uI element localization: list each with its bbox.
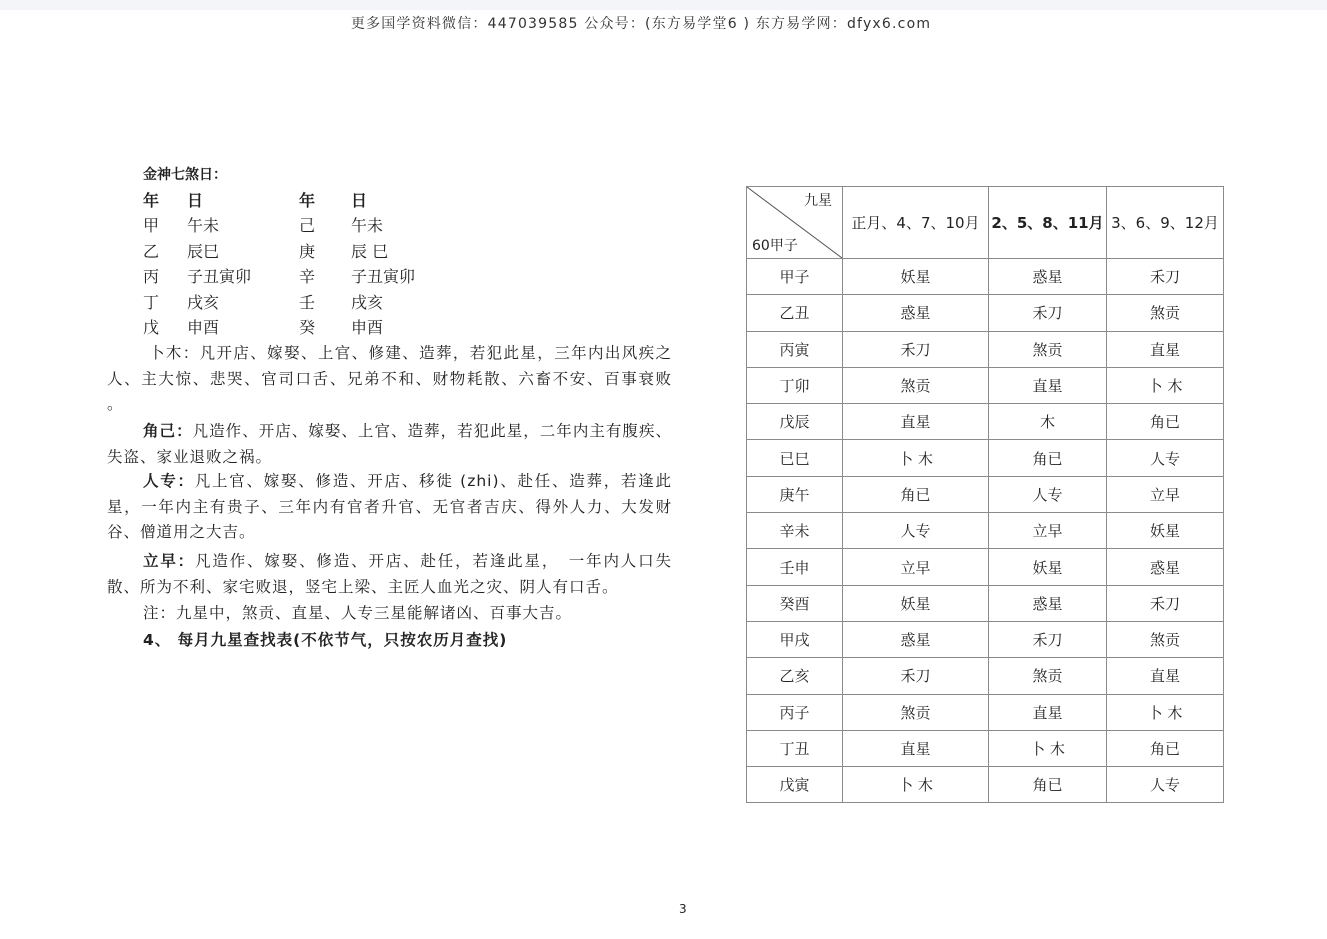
table-row (747, 259, 1224, 295)
ganzhi-cell: 乙亥 (747, 658, 843, 694)
page-number: 3 (679, 902, 687, 916)
grid-header-row (143, 188, 443, 213)
paragraph-text: 凡造作、嫁娶、修造、开店、赴任，若逢此星， 一年内人口失散、所为不利、家宅败退，竖宅上梁、主匠人血光之灾、阴人有口舌。 (107, 552, 672, 596)
star-cell: 卜 木 (1107, 694, 1224, 730)
paragraph-lizao (107, 549, 672, 600)
grid-cell: 壬 (299, 292, 316, 312)
star-cell: 禾刀 (1107, 585, 1224, 621)
grid-cell: 申酉 (351, 317, 384, 337)
star-cell: 人专 (1107, 440, 1224, 476)
grid-cell: 庚 (299, 241, 316, 261)
paragraph-jiaoji (107, 419, 672, 470)
section-4-heading: 4、 每月九星查找表(不依节气，只按农历月查找) (143, 631, 508, 649)
ganzhi-cell: 丙子 (747, 694, 843, 730)
grid-row (143, 239, 443, 264)
ganzhi-cell: 戊寅 (747, 767, 843, 803)
table-row (747, 404, 1224, 440)
star-cell: 人专 (1107, 767, 1224, 803)
ganzhi-cell: 丁丑 (747, 730, 843, 766)
star-cell: 立早 (843, 549, 989, 585)
top-bar (0, 0, 1327, 10)
grid-row (143, 213, 443, 238)
table-row (747, 476, 1224, 512)
star-cell: 直星 (989, 694, 1107, 730)
ganzhi-cell: 已巳 (747, 440, 843, 476)
table-row (747, 513, 1224, 549)
ganzhi-cell: 丁卯 (747, 367, 843, 403)
star-cell: 角已 (1107, 404, 1224, 440)
paragraph-renzhuan (107, 469, 672, 546)
paragraph-label: 角己： (143, 422, 193, 440)
star-cell: 惑星 (843, 621, 989, 657)
star-cell: 惑星 (989, 585, 1107, 621)
star-cell: 角已 (1107, 730, 1224, 766)
paragraph-bumu: 卜木：凡开店、嫁娶、上官、修建、造葬，若犯此星，三年内出风疾之人、主大惊、悲哭、官司口舌、兄弟不和、财物耗散、六畜不安、百事衰败 。 (107, 344, 672, 414)
star-cell: 妖星 (843, 585, 989, 621)
corner-label-bottom: 60甲子 (752, 238, 798, 254)
star-cell: 直星 (843, 730, 989, 766)
grid-cell: 乙 (143, 241, 160, 261)
paragraph-text: 凡造作、开店、嫁娶、上官、造葬，若犯此星，二年内主有腹疾、失盗、家业退败之祸。 (107, 422, 672, 466)
paragraph-label: 人专： (143, 472, 195, 490)
table-header-row (747, 187, 1224, 259)
star-cell: 妖星 (989, 549, 1107, 585)
column-header: 3、6、9、12月 (1107, 187, 1224, 259)
ganzhi-cell: 丙寅 (747, 331, 843, 367)
grid-row (143, 315, 443, 340)
grid-cell: 甲 (143, 216, 160, 236)
star-cell: 卜 木 (843, 767, 989, 803)
star-cell: 妖星 (843, 259, 989, 295)
star-cell: 煞贡 (989, 331, 1107, 367)
grid-header-cell: 日 (187, 191, 204, 210)
star-cell: 煞贡 (1107, 621, 1224, 657)
grid-header-cell: 年 (143, 191, 160, 210)
table-row (747, 331, 1224, 367)
star-cell: 直星 (989, 367, 1107, 403)
star-cell: 煞贡 (843, 694, 989, 730)
table-row (747, 658, 1224, 694)
corner-label-top: 九星 (804, 193, 832, 209)
ganzhi-cell: 甲戌 (747, 621, 843, 657)
grid-cell: 丙 (143, 267, 160, 287)
ganzhi-cell: 戊辰 (747, 404, 843, 440)
table-corner-cell (747, 187, 843, 259)
grid-cell: 己 (299, 216, 316, 236)
star-cell: 禾刀 (843, 331, 989, 367)
star-cell: 立早 (989, 513, 1107, 549)
paragraph-label: 立早： (143, 552, 196, 570)
star-cell: 人专 (843, 513, 989, 549)
column-header: 2、5、8、11月 (989, 187, 1107, 259)
star-cell: 卜 木 (989, 730, 1107, 766)
table-row (747, 367, 1224, 403)
star-cell: 角已 (843, 476, 989, 512)
table-row (747, 694, 1224, 730)
star-cell: 直星 (1107, 658, 1224, 694)
star-cell: 直星 (1107, 331, 1224, 367)
star-cell: 直星 (843, 404, 989, 440)
column-header: 正月、4、7、10月 (843, 187, 989, 259)
star-cell: 禾刀 (989, 621, 1107, 657)
jinshen-grid (143, 188, 443, 340)
note-text: 注：九星中，煞贡、直星、人专三星能解诸凶、百事大吉。 (143, 604, 573, 622)
star-cell: 煞贡 (843, 367, 989, 403)
grid-cell: 辛 (299, 267, 316, 287)
header-banner: 更多国学资料微信：447039585 公众号：(东方易学堂6 ) 东方易学网：dfyx6.com (350, 16, 932, 32)
grid-cell: 辰巳 (187, 241, 220, 261)
table-row (747, 585, 1224, 621)
grid-cell: 子丑寅卯 (351, 267, 416, 287)
grid-header-cell: 年 (299, 191, 316, 210)
table-row (747, 549, 1224, 585)
nine-star-table (746, 186, 1224, 803)
star-cell: 禾刀 (1107, 259, 1224, 295)
grid-cell: 丁 (143, 292, 160, 312)
grid-cell: 戌亥 (351, 292, 384, 312)
star-cell: 惑星 (1107, 549, 1224, 585)
table-row (747, 767, 1224, 803)
grid-cell: 午未 (187, 216, 220, 236)
grid-cell: 子丑寅卯 (187, 267, 252, 287)
star-cell: 惑星 (989, 259, 1107, 295)
table-row (747, 730, 1224, 766)
star-cell: 惑星 (843, 295, 989, 331)
star-cell: 妖星 (1107, 513, 1224, 549)
ganzhi-cell: 甲子 (747, 259, 843, 295)
star-cell: 角已 (989, 767, 1107, 803)
star-cell: 禾刀 (843, 658, 989, 694)
grid-cell: 癸 (299, 317, 316, 337)
paragraph-text: 凡上官、嫁娶、修造、开店、移徙 (zhi)、赴任、造葬，若逢此星，一年内主有贵子、三年内有官者升官、无官者吉庆、得外人力、大发财谷、僧道用之大吉。 (107, 472, 672, 542)
ganzhi-cell: 庚午 (747, 476, 843, 512)
ganzhi-cell: 辛未 (747, 513, 843, 549)
grid-row (143, 264, 443, 289)
ganzhi-cell: 癸酉 (747, 585, 843, 621)
grid-cell: 戊 (143, 317, 160, 337)
grid-cell: 戌亥 (187, 292, 220, 312)
table-row (747, 440, 1224, 476)
star-cell: 卜 木 (843, 440, 989, 476)
ganzhi-cell: 乙丑 (747, 295, 843, 331)
star-cell: 禾刀 (989, 295, 1107, 331)
grid-cell: 申酉 (187, 317, 220, 337)
grid-cell: 午未 (351, 216, 384, 236)
star-cell: 角已 (989, 440, 1107, 476)
section-title: 金神七煞日： (143, 167, 227, 183)
star-cell: 木 (989, 404, 1107, 440)
star-cell: 卜 木 (1107, 367, 1224, 403)
table-row (747, 295, 1224, 331)
ganzhi-cell: 壬申 (747, 549, 843, 585)
grid-cell: 辰 巳 (351, 241, 389, 261)
grid-header-cell: 日 (351, 191, 368, 210)
star-cell: 煞贡 (989, 658, 1107, 694)
star-cell: 人专 (989, 476, 1107, 512)
star-cell: 立早 (1107, 476, 1224, 512)
star-cell: 煞贡 (1107, 295, 1224, 331)
grid-row (143, 290, 443, 315)
table-row (747, 621, 1224, 657)
